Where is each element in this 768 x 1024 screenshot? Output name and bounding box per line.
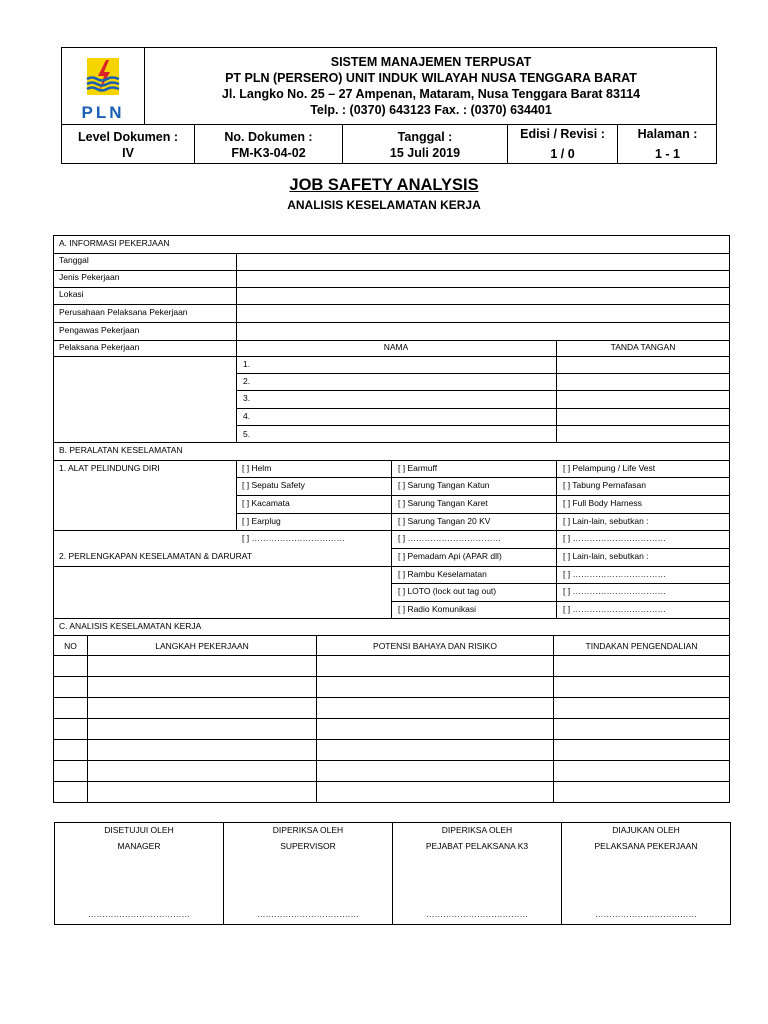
grid-line xyxy=(54,618,730,619)
checkbox-item[interactable]: [ ] Earplug xyxy=(242,516,281,526)
grid-line xyxy=(54,356,730,357)
table-cell[interactable] xyxy=(88,740,317,761)
checkbox-item[interactable]: [ ] Sepatu Safety xyxy=(242,480,305,490)
checkbox-item[interactable]: [ ] LOTO (lock out tag out) xyxy=(398,586,497,596)
field-label-tanggal: Tanggal xyxy=(59,255,89,265)
table-cell[interactable] xyxy=(554,782,730,803)
pln-logo-icon xyxy=(62,48,144,124)
section-b-heading: B. PERALATAN KESELAMATAN xyxy=(59,445,183,455)
table-cell[interactable] xyxy=(317,740,554,761)
table-cell[interactable] xyxy=(317,656,554,677)
meta-level xyxy=(62,125,195,164)
signature-role: DIAJUKAN OLEH xyxy=(612,825,680,835)
table-cell[interactable] xyxy=(554,677,730,698)
table-cell[interactable] xyxy=(554,656,730,677)
grid-line xyxy=(236,390,730,391)
signature-line: ……………………………… xyxy=(257,909,359,919)
meta-value: 15 Juli 2019 xyxy=(389,146,461,160)
company-address: Jl. Langko No. 25 – 27 Ampenan, Mataram, Nusa Tenggara Barat 83114 xyxy=(221,87,641,101)
table-cell[interactable] xyxy=(88,782,317,803)
meta-page xyxy=(618,125,717,164)
signature-box[interactable] xyxy=(393,823,562,925)
table-cell[interactable] xyxy=(88,761,317,782)
grid-line xyxy=(391,460,392,618)
column-tindakan: TINDAKAN PENGENDALIAN xyxy=(554,636,730,656)
meta-doc-no xyxy=(195,125,343,164)
table-cell[interactable] xyxy=(554,698,730,719)
table-cell[interactable] xyxy=(317,761,554,782)
meta-date xyxy=(343,125,508,164)
checkbox-item[interactable]: [ ] Earmuff xyxy=(398,463,438,473)
column-tanda-tangan: TANDA TANGAN xyxy=(610,342,676,352)
grid-line xyxy=(54,322,730,323)
field-label-pengawas: Pengawas Pekerjaan xyxy=(59,325,140,335)
table-cell[interactable] xyxy=(317,677,554,698)
signature-table xyxy=(54,822,731,925)
grid-line xyxy=(54,566,730,567)
checkbox-item[interactable]: [ ] …………………………… xyxy=(398,533,501,543)
job-info-form xyxy=(53,235,730,636)
signature-role: DIPERIKSA OLEH xyxy=(272,825,344,835)
table-row xyxy=(54,656,730,677)
meta-label: Edisi / Revisi : xyxy=(520,127,605,141)
table-cell[interactable] xyxy=(88,719,317,740)
grid-line xyxy=(236,460,237,530)
table-cell[interactable] xyxy=(317,698,554,719)
grid-line xyxy=(236,425,730,426)
checkbox-item[interactable]: [ ] …………………………… xyxy=(563,586,666,596)
checkbox-item[interactable]: [ ] Rambu Keselamatan xyxy=(398,569,487,579)
company-phone: Telp. : (0370) 643123 Fax. : (0370) 634401 xyxy=(310,103,552,117)
table-cell[interactable] xyxy=(88,656,317,677)
grid-line xyxy=(556,460,557,618)
column-nama: NAMA xyxy=(383,342,409,352)
worker-number: 4. xyxy=(243,411,251,421)
table-row xyxy=(54,677,730,698)
grid-line xyxy=(556,340,557,442)
grid-line xyxy=(54,270,730,271)
signature-role: DISETUJUI OLEH xyxy=(104,825,174,835)
field-label-perusahaan: Perusahaan Pelaksana Pekerjaan xyxy=(59,307,188,317)
table-cell[interactable] xyxy=(54,698,88,719)
analysis-table xyxy=(53,635,730,803)
table-cell[interactable] xyxy=(88,698,317,719)
page-subtitle: ANALISIS KESELAMATAN KERJA xyxy=(287,198,481,212)
document-meta-row xyxy=(62,124,717,164)
column-potensi: POTENSI BAHAYA DAN RISIKO xyxy=(317,636,554,656)
table-cell[interactable] xyxy=(54,677,88,698)
worker-number: 3. xyxy=(243,393,251,403)
field-label-jenis-pekerjaan: Jenis Pekerjaan xyxy=(59,272,120,282)
meta-value: 1 - 1 xyxy=(654,147,680,161)
column-no: NO xyxy=(54,636,88,656)
signature-title: MANAGER xyxy=(117,841,161,851)
signature-title: PELAKSANA PEKERJAAN xyxy=(594,841,698,851)
meta-label: Level Dokumen : xyxy=(77,130,179,144)
table-row xyxy=(54,761,730,782)
signature-role: DIPERIKSA OLEH xyxy=(441,825,513,835)
signature-title: SUPERVISOR xyxy=(280,841,336,851)
signature-title: PEJABAT PELAKSANA K3 xyxy=(425,841,529,851)
section-a-heading: A. INFORMASI PEKERJAAN xyxy=(59,238,170,248)
grid-line xyxy=(391,601,730,602)
meta-label: Tanggal : xyxy=(397,130,453,144)
page-title: JOB SAFETY ANALYSIS xyxy=(289,176,479,194)
checkbox-item[interactable]: [ ] …………………………… xyxy=(563,569,666,579)
table-cell[interactable] xyxy=(88,677,317,698)
checkbox-item[interactable]: [ ] …………………………… xyxy=(563,533,666,543)
system-name: SISTEM MANAJEMEN TERPUSAT xyxy=(330,55,532,69)
checkbox-item[interactable]: [ ] Lain-lain, sebutkan : xyxy=(563,551,649,561)
worker-number: 1. xyxy=(243,359,251,369)
meta-label: No. Dokumen : xyxy=(224,130,313,144)
table-cell[interactable] xyxy=(54,782,88,803)
checkbox-item[interactable]: [ ] Sarung Tangan 20 KV xyxy=(398,516,491,526)
signature-box[interactable] xyxy=(562,823,731,925)
perlengkapan-label: 2. PERLENGKAPAN KESELAMATAN & DARURAT xyxy=(59,551,253,561)
table-cell[interactable] xyxy=(554,719,730,740)
table-cell[interactable] xyxy=(554,740,730,761)
column-langkah: LANGKAH PEKERJAAN xyxy=(88,636,317,656)
worker-number: 5. xyxy=(243,429,251,439)
signature-box[interactable] xyxy=(55,823,224,925)
checkbox-item[interactable]: [ ] Sarung Tangan Katun xyxy=(398,480,490,490)
checkbox-item[interactable]: [ ] Helm xyxy=(242,463,272,473)
table-row xyxy=(54,740,730,761)
signature-box[interactable] xyxy=(224,823,393,925)
meta-value: 1 / 0 xyxy=(550,147,575,161)
table-cell[interactable] xyxy=(54,740,88,761)
meta-label: Halaman : xyxy=(637,127,698,141)
table-row xyxy=(54,719,730,740)
checkbox-item[interactable]: [ ] Tabung Pernafasan xyxy=(563,480,647,490)
grid-line xyxy=(54,287,730,288)
logo-text: PLN xyxy=(81,103,125,122)
signature-line: ……………………………… xyxy=(595,909,697,919)
signature-line: ……………………………… xyxy=(426,909,528,919)
grid-line xyxy=(54,460,730,461)
grid-line xyxy=(236,477,730,478)
table-row xyxy=(54,782,730,803)
grid-line xyxy=(236,408,730,409)
worker-number: 2. xyxy=(243,376,251,386)
signature-line: ……………………………… xyxy=(88,909,190,919)
grid-line xyxy=(54,340,730,341)
checkbox-item[interactable]: [ ] Pelampung / Life Vest xyxy=(563,463,656,473)
checkbox-item[interactable]: [ ] Kacamata xyxy=(242,498,290,508)
grid-line xyxy=(236,373,730,374)
meta-value: FM-K3-04-02 xyxy=(231,146,306,160)
table-cell[interactable] xyxy=(54,719,88,740)
checkbox-item[interactable]: [ ] Radio Komunikasi xyxy=(398,604,476,614)
section-c-heading: C. ANALISIS KESELAMATAN KERJA xyxy=(59,621,202,631)
apd-label: 1. ALAT PELINDUNG DIRI xyxy=(59,463,160,473)
meta-value: IV xyxy=(122,146,134,160)
pln-logo xyxy=(62,48,145,124)
field-label-pelaksana: Pelaksana Pekerjaan xyxy=(59,342,140,352)
table-cell[interactable] xyxy=(317,782,554,803)
grid-line xyxy=(54,530,730,531)
table-cell[interactable] xyxy=(54,761,88,782)
table-cell[interactable] xyxy=(554,761,730,782)
company-info xyxy=(145,48,717,124)
grid-line xyxy=(236,495,730,496)
checkbox-item[interactable]: [ ] …………………………… xyxy=(563,604,666,614)
grid-line xyxy=(391,583,730,584)
table-row xyxy=(54,698,730,719)
document-header xyxy=(61,47,717,164)
table-header-row xyxy=(54,636,730,656)
company-name: PT PLN (PERSERO) UNIT INDUK WILAYAH NUSA TENGGARA BARAT xyxy=(225,71,637,85)
grid-line xyxy=(54,253,730,254)
field-label-lokasi: Lokasi xyxy=(59,289,84,299)
grid-line xyxy=(54,442,730,443)
checkbox-item[interactable]: [ ] Pemadam Api (APAR dll) xyxy=(398,551,502,561)
checkbox-item[interactable]: [ ] Lain-lain, sebutkan : xyxy=(563,516,649,526)
grid-line xyxy=(236,513,730,514)
grid-line xyxy=(54,304,730,305)
checkbox-item[interactable]: [ ] Sarung Tangan Karet xyxy=(398,498,488,508)
checkbox-item[interactable]: [ ] …………………………… xyxy=(242,533,345,543)
checkbox-item[interactable]: [ ] Full Body Harness xyxy=(563,498,642,508)
table-cell[interactable] xyxy=(317,719,554,740)
grid-line xyxy=(391,548,730,549)
meta-edition xyxy=(508,125,618,164)
table-cell[interactable] xyxy=(54,656,88,677)
